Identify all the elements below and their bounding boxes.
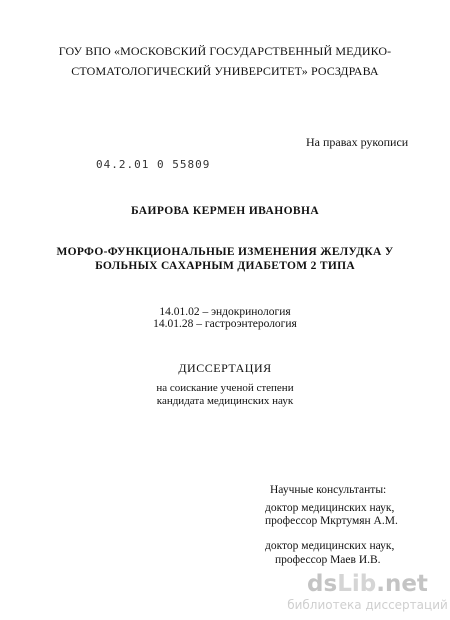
title-line-2: БОЛЬНЫХ САХАРНЫМ ДИАБЕТОМ 2 ТИПА xyxy=(95,260,355,272)
author-name: БАИРОВА КЕРМЕН ИВАНОВНА xyxy=(130,205,320,217)
document-type: ДИССЕРТАЦИЯ xyxy=(178,361,272,375)
consultant-2-name: профессор Маев И.В. xyxy=(275,553,381,566)
dissertation-title xyxy=(0,245,450,273)
organization-header xyxy=(0,41,450,81)
degree-statement xyxy=(0,382,450,408)
specialty-2: 14.01.28 – гастроэнтерология xyxy=(153,318,297,330)
logo-suffix: .net xyxy=(376,571,428,597)
consultant-1 xyxy=(265,502,398,527)
title-line-1: МОРФО-ФУНКЦИОНАЛЬНЫЕ ИЗМЕНЕНИЯ ЖЕЛУДКА У xyxy=(56,246,394,258)
watermark-tagline: библиотека диссертаций xyxy=(287,598,448,612)
consultants-heading: Научные консультанты: xyxy=(270,484,387,496)
consultant-1-name: профессор Мкртумян А.М. xyxy=(265,514,398,527)
degree-line-1: на соискание ученой степени xyxy=(156,382,294,394)
logo-prefix: ds xyxy=(307,571,338,597)
organization-line-2: СТОМАТОЛОГИЧЕСКИЙ УНИВЕРСИТЕТ» РОСЗДРАВА xyxy=(71,64,379,78)
rights-note: На правах рукописи xyxy=(306,135,409,149)
dslib-watermark xyxy=(285,571,450,613)
specialties xyxy=(0,306,450,330)
consultant-2-degree: доктор медицинских наук, xyxy=(265,540,395,552)
consultant-1-degree: доктор медицинских наук, xyxy=(265,502,395,514)
organization-line-1: ГОУ ВПО «МОСКОВСКИЙ ГОСУДАРСТВЕННЫЙ МЕДИКО- xyxy=(58,44,392,58)
catalog-code: 04.2.01 0 55809 xyxy=(96,158,211,171)
degree-line-2: кандидата медицинских наук xyxy=(156,395,294,407)
logo-middle: Lib xyxy=(337,571,377,597)
specialty-1: 14.01.02 – эндокринология xyxy=(159,306,291,318)
consultant-2 xyxy=(265,540,394,567)
dslib-logo xyxy=(285,571,450,597)
